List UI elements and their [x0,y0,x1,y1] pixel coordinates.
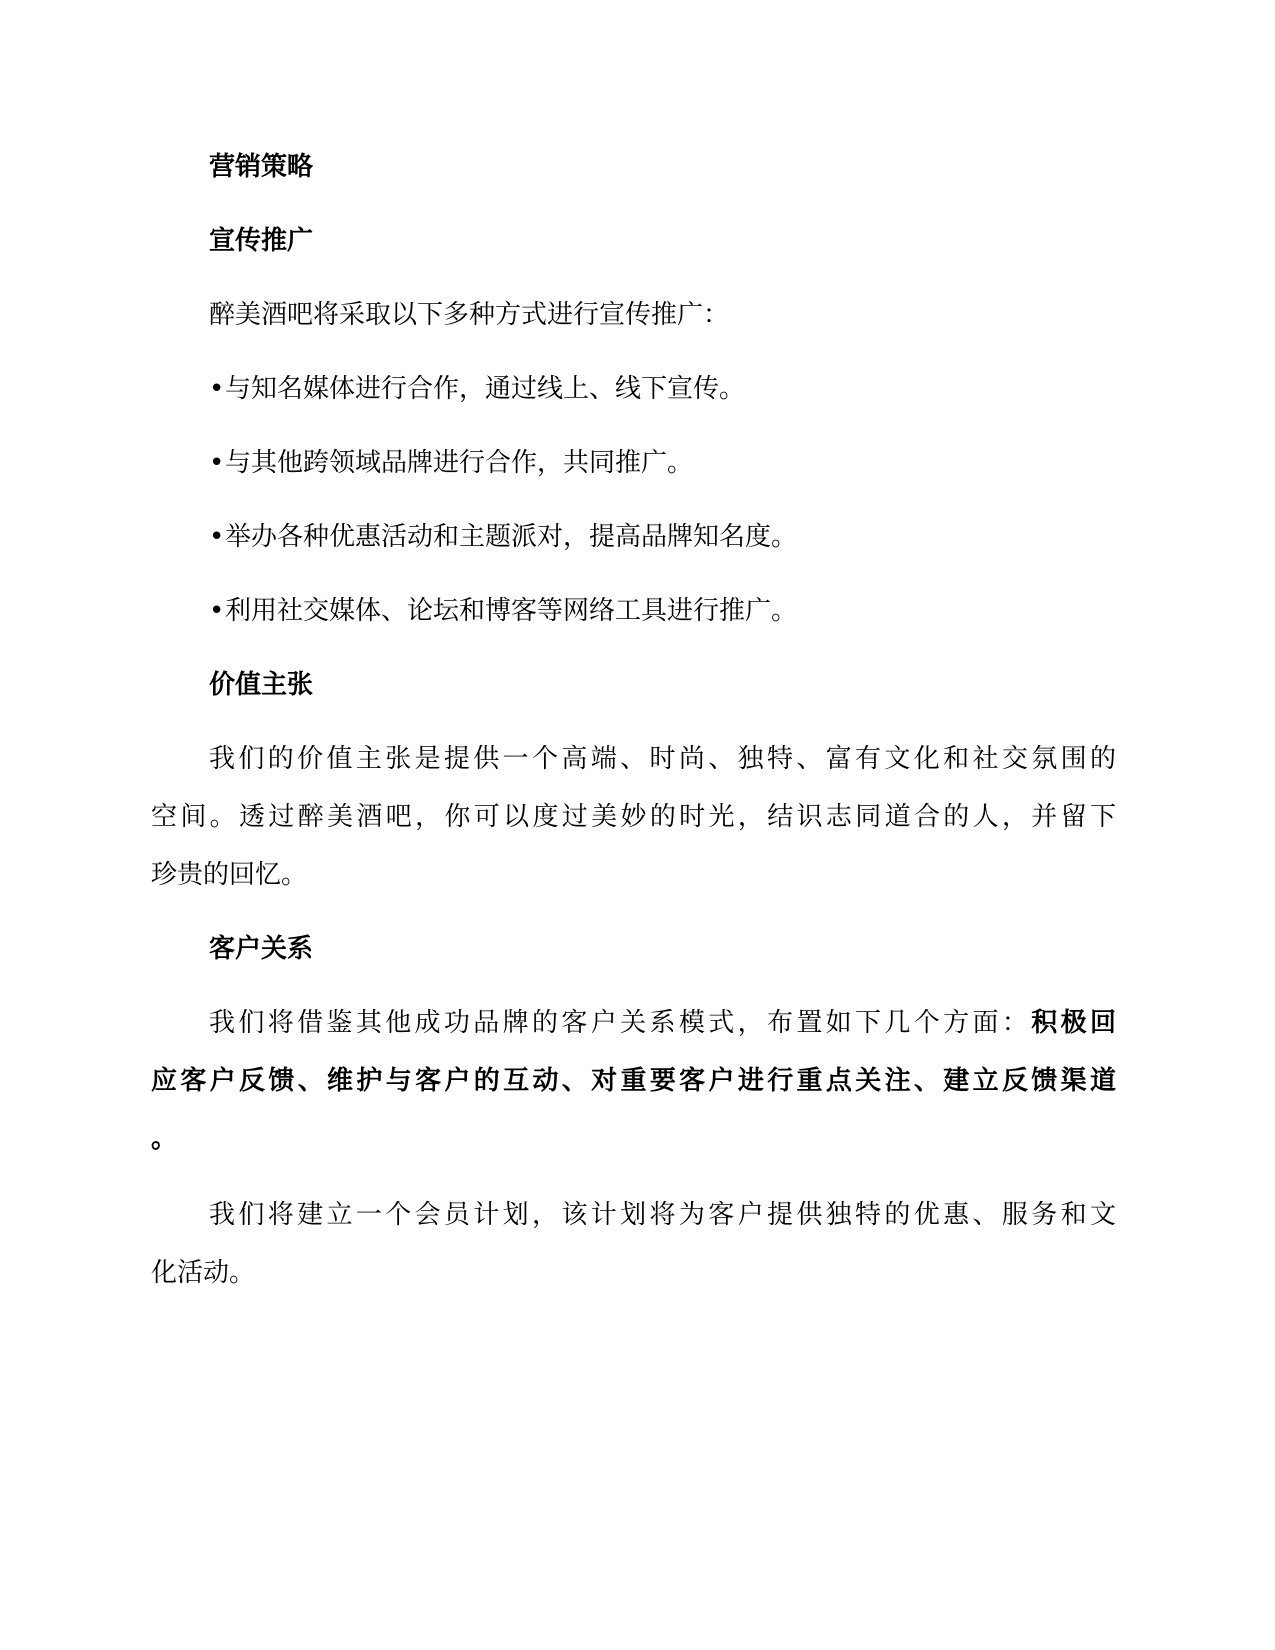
customer-relations-para2-line-2: 化活动。 [151,1258,256,1288]
bullet-icon: • [209,448,225,478]
section-title: 营销策略 [209,152,314,182]
value-proposition-line-1: 我们的价值主张是提供一个高端、时尚、独特、富有文化和社交氛围的 [209,744,1116,774]
bullet-icon: • [209,522,225,552]
value-proposition-heading: 价值主张 [209,670,314,700]
customer-relations-para1-line-1 [209,1006,1116,1040]
list-item [209,594,797,628]
bullet-icon: • [209,374,225,404]
document-page [151,0,1116,1650]
list-item-text: 与其他跨领域品牌进行合作，共同推广。 [225,448,694,478]
value-proposition-line-2: 空间。透过醉美酒吧，你可以度过美妙的时光，结识志同道合的人，并留下 [151,802,1116,832]
customer-relations-para1-line-2: 应客户反馈、维护与客户的互动、对重要客户进行重点关注、建立反馈渠道 [151,1066,1116,1096]
list-item [209,520,797,554]
customer-relations-text: 我们将借鉴其他成功品牌的客户关系模式，布置如下几个方面： [209,1008,1032,1038]
list-item-text: 与知名媒体进行合作，通过线上、线下宣传。 [225,374,746,404]
list-item-text: 利用社交媒体、论坛和博客等网络工具进行推广。 [225,596,798,626]
value-proposition-line-3: 珍贵的回忆。 [151,860,308,890]
customer-relations-bold-text: 积极回 [1031,1008,1116,1038]
list-item [209,446,693,480]
customer-relations-heading: 客户关系 [209,934,314,964]
customer-relations-para2-line-1: 我们将建立一个会员计划，该计划将为客户提供独特的优惠、服务和文 [209,1200,1116,1230]
customer-relations-para1-line-3: 。 [151,1124,178,1154]
promotion-intro: 醉美酒吧将采取以下多种方式进行宣传推广： [209,300,730,330]
promotion-heading: 宣传推广 [209,226,314,256]
list-item-text: 举办各种优惠活动和主题派对，提高品牌知名度。 [225,522,798,552]
bullet-icon: • [209,596,225,626]
list-item [209,372,745,406]
